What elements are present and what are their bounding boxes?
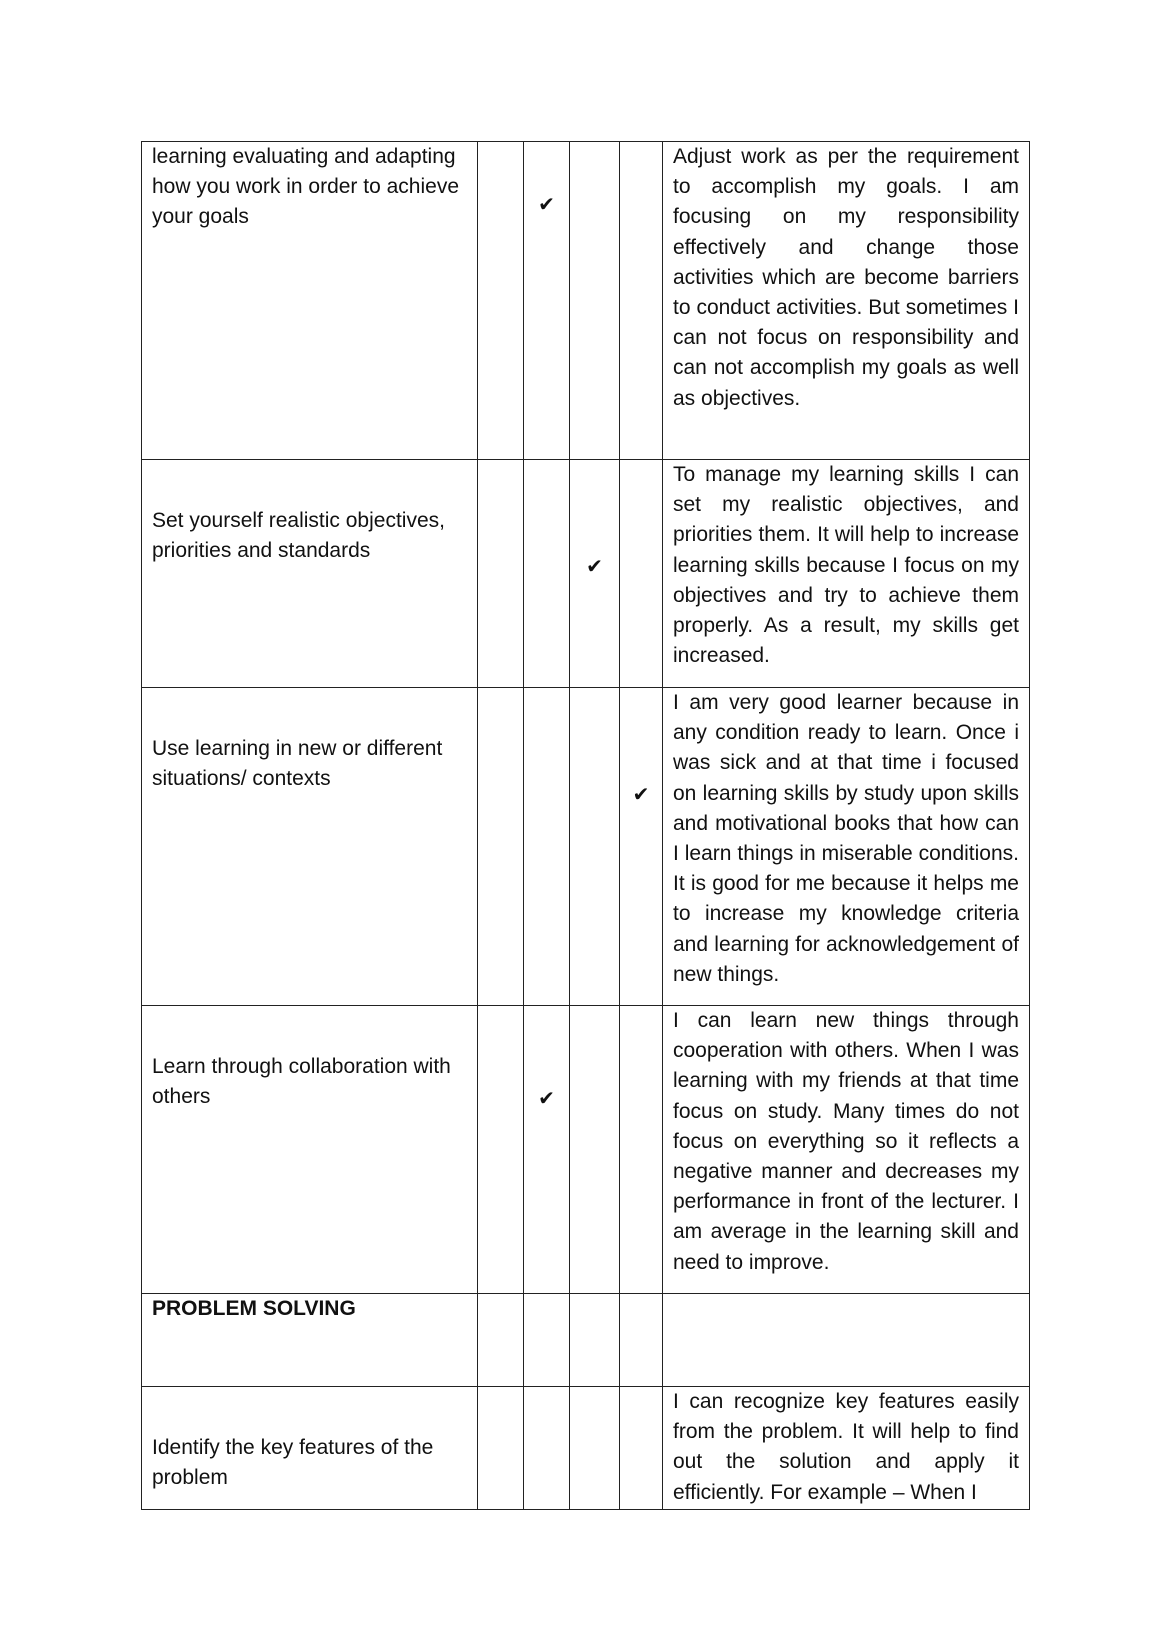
rating-cell-4 [620, 460, 663, 688]
rating-cell-3 [570, 460, 620, 688]
rating-cell-4 [620, 688, 663, 1006]
rating-cell-2 [524, 688, 570, 1006]
comment-cell [663, 1294, 1030, 1387]
rating-cell-3 [570, 1387, 620, 1510]
comment-text: To manage my learning skills I can set my realistic objectives, and priorities them. It will help to increase learning skills because I focus on my objectives and try to achieve them properly. As a result, my skills get increased. [673, 463, 1019, 668]
rating-cell-3 [570, 1294, 620, 1387]
comment-cell [663, 142, 1030, 460]
rating-cell-2 [524, 142, 570, 460]
checkmark-icon: ✔ [538, 192, 555, 216]
rating-cell-4 [620, 142, 663, 460]
rating-cell-1 [478, 688, 524, 1006]
rating-cell-1 [478, 1294, 524, 1387]
skill-cell [142, 1006, 478, 1294]
comment-text: I am very good learner because in any condition ready to learn. Once i was sick and at that time i focused on learning skills by study upon skills and motivational books that how can I learn things in miserable conditions. It is good for me because it helps me to increase my knowledge criteria and learning for acknowledgement of new things. [673, 691, 1019, 986]
rating-cell-2 [524, 1294, 570, 1387]
rating-cell-4 [620, 1006, 663, 1294]
rating-cell-3 [570, 1006, 620, 1294]
rating-cell-1 [478, 1387, 524, 1510]
skill-cell [142, 142, 478, 460]
comment-cell [663, 1006, 1030, 1294]
skill-label: Set yourself realistic objectives, priorities and standards [152, 509, 445, 563]
skills-assessment-table [141, 141, 1030, 1510]
checkmark-icon: ✔ [632, 782, 650, 806]
table-row [142, 460, 1030, 688]
skill-label: Use learning in new or different situations/ contexts [152, 737, 443, 791]
rating-cell-3 [570, 142, 620, 460]
rating-cell-1 [478, 460, 524, 688]
skill-cell [142, 1387, 478, 1510]
comment-text: I can learn new things through cooperation with others. When I was learning with my friends at that time focus on study. Many times do not focus on everything so it reflects a negative manner and decreases my performance in front of the lecturer. I am average in the learning skill and need to improve. [673, 1009, 1019, 1274]
rating-cell-2 [524, 460, 570, 688]
skill-label: Identify the key features of the problem [152, 1436, 434, 1490]
skill-cell [142, 460, 478, 688]
skill-label: Learn through collaboration with others [152, 1055, 451, 1109]
skill-cell [142, 688, 478, 1006]
checkmark-icon: ✔ [538, 1086, 555, 1110]
rating-cell-3 [570, 688, 620, 1006]
table-row [142, 142, 1030, 460]
section-heading-cell [142, 1294, 478, 1387]
table-row [142, 1006, 1030, 1294]
comment-cell [663, 1387, 1030, 1510]
table-row [142, 1387, 1030, 1510]
comment-cell [663, 688, 1030, 1006]
table-row [142, 688, 1030, 1006]
rating-cell-2 [524, 1387, 570, 1510]
rating-cell-1 [478, 142, 524, 460]
comment-cell [663, 460, 1030, 688]
rating-cell-1 [478, 1006, 524, 1294]
comment-text: I can recognize key features easily from the problem. It will help to find out the solution and apply it efficiently. For example – When I [673, 1390, 1019, 1504]
comment-text: Adjust work as per the requirement to accomplish my goals. I am focusing on my responsibility effectively and change those activities which are become barriers to conduct activities. But sometimes I can not focus on responsibility and can not accomplish my goals as well as objectives. [673, 145, 1019, 410]
rating-cell-2 [524, 1006, 570, 1294]
skill-label: learning evaluating and adapting how you work in order to achieve your goals [152, 145, 459, 229]
section-heading: PROBLEM SOLVING [152, 1297, 356, 1320]
table-row [142, 1294, 1030, 1387]
rating-cell-4 [620, 1387, 663, 1510]
checkmark-icon: ✔ [586, 554, 603, 578]
rating-cell-4 [620, 1294, 663, 1387]
